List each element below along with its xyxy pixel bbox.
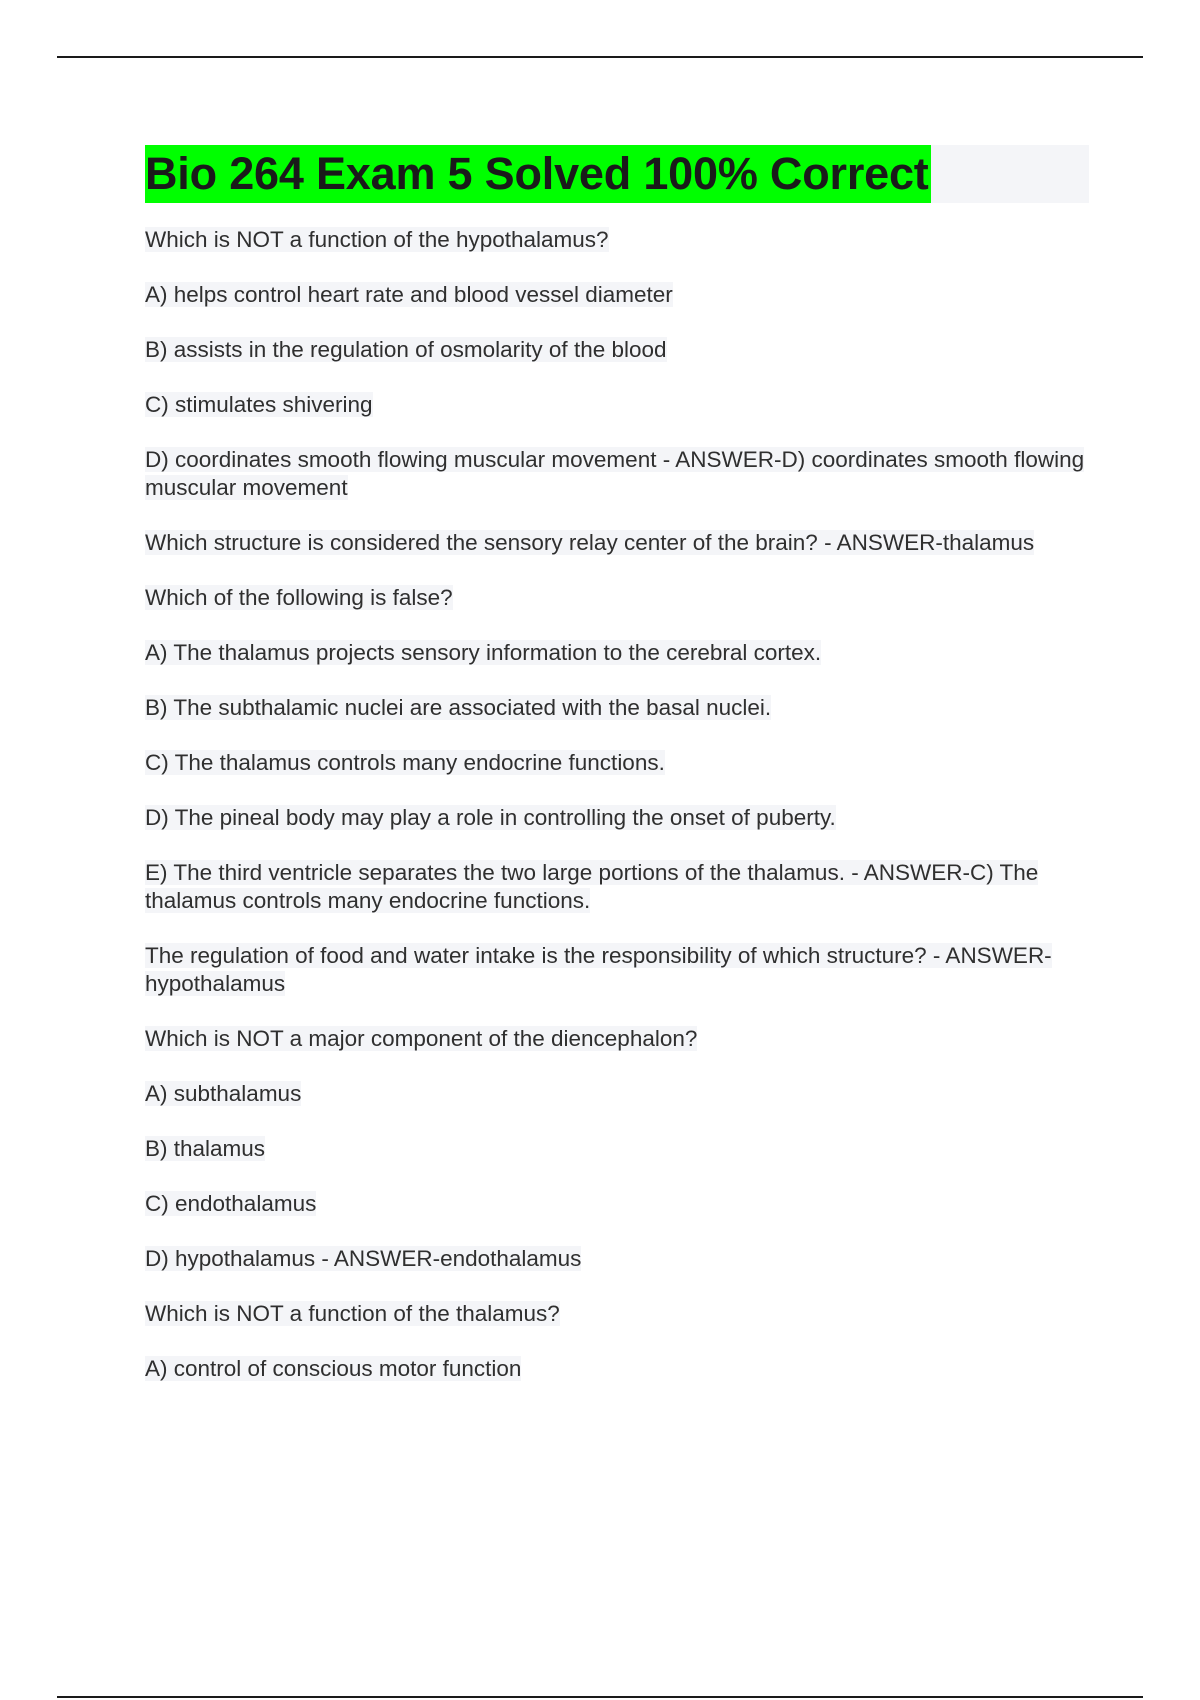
question-5-option-c: C) endothalamus [145, 1191, 317, 1216]
top-rule [57, 56, 1143, 58]
question-3-option-b: B) The subthalamic nuclei are associated with the basal nuclei. [145, 695, 772, 720]
question-1-option-b: B) assists in the regulation of osmolarity of the blood [145, 337, 667, 362]
question-3-prompt: Which of the following is false? [145, 585, 453, 610]
question-1-prompt: Which is NOT a function of the hypothalamus? [145, 227, 609, 252]
document-body [145, 226, 1090, 1410]
question-3-option-c: C) The thalamus controls many endocrine functions. [145, 750, 665, 775]
question-3-option-a: A) The thalamus projects sensory information to the cerebral cortex. [145, 640, 822, 665]
title-row [145, 145, 1089, 203]
question-4-answer: The regulation of food and water intake is the responsibility of which structure? - ANSWER-hypothalamus [145, 943, 1052, 996]
document-title: Bio 264 Exam 5 Solved 100% Correct [145, 145, 931, 203]
question-5-prompt: Which is NOT a major component of the diencephalon? [145, 1026, 698, 1051]
question-5-option-b: B) thalamus [145, 1136, 266, 1161]
question-1-option-a: A) helps control heart rate and blood vessel diameter [145, 282, 673, 307]
question-3-option-d: D) The pineal body may play a role in controlling the onset of puberty. [145, 805, 836, 830]
question-1-option-c: C) stimulates shivering [145, 392, 373, 417]
question-5-option-a: A) subthalamus [145, 1081, 302, 1106]
question-1-option-d-answer: D) coordinates smooth flowing muscular movement - ANSWER-D) coordinates smooth flowing muscular movement [145, 447, 1085, 500]
bottom-rule [57, 1696, 1143, 1698]
question-6-option-a: A) control of conscious motor function [145, 1356, 522, 1381]
question-6-prompt: Which is NOT a function of the thalamus? [145, 1301, 560, 1326]
question-2-answer: Which structure is considered the sensory relay center of the brain? - ANSWER-thalamus [145, 530, 1035, 555]
question-5-option-d-answer: D) hypothalamus - ANSWER-endothalamus [145, 1246, 582, 1271]
question-3-option-e-answer: E) The third ventricle separates the two large portions of the thalamus. - ANSWER-C) The thalamus controls many endocrine functions. [145, 860, 1039, 913]
